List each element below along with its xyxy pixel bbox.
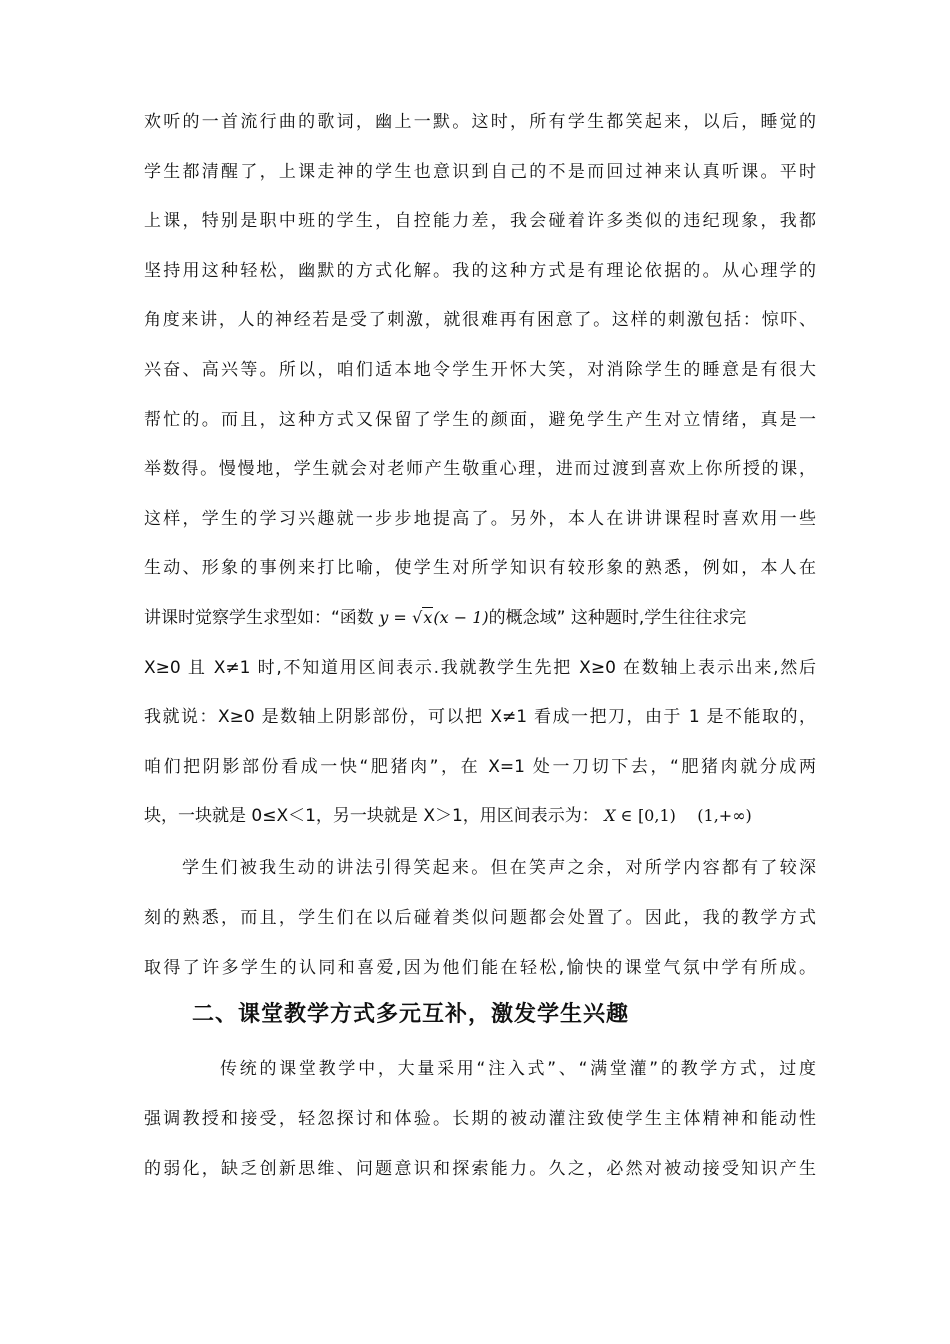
text-line: 的弱化，缺乏创新思维、问题意识和探索能力。久之，必然对被动接受知识产生: [144, 1159, 816, 1179]
interval-line: [144, 804, 816, 828]
text-line: X≥0 且 X≠1 时,不知道用区间表示.我就教学生先把 X≥0 在数轴上表示出来,然后: [144, 658, 816, 678]
text-line: 兴奋、高兴等。所以，咱们适本地令学生开怀大笑，对消除学生的睡意是有很大: [144, 360, 816, 380]
text-line: 举数得。慢慢地，学生就会对老师产生敬重心理，进而过渡到喜欢上你所授的课，: [144, 459, 816, 479]
text-line: 生动、形象的事例来打比喻，使学生对所学知识有较形象的熟悉，例如，本人在: [144, 558, 816, 578]
text-line: 传统的课堂教学中，大量采用“注入式”、“满堂灌”的教学方式，过度: [220, 1059, 816, 1079]
formula-line-prefix: 讲课时觉察学生求型如：“函数: [144, 608, 380, 628]
interval-x-in: X ∈: [604, 806, 633, 825]
text-line: 我就说：X≥0 是数轴上阴影部份，可以把 X≠1 看成一把刀，由于 1 是不能取的，: [144, 707, 816, 727]
text-line: 上课，特别是职中班的学生，自控能力差，我会碰着许多类似的违纪现象，我都: [144, 211, 816, 231]
formula-y-eq: y =: [379, 608, 407, 627]
interval-first: [0,1): [637, 806, 676, 825]
interval-second: (1,+∞): [697, 806, 752, 825]
text-line: 欢听的一首流行曲的歌词，幽上一默。这时，所有学生都笑起来，以后，睡觉的: [144, 112, 816, 132]
formula-sqrt: √x: [412, 608, 433, 627]
interval-line-prefix: 块，一块就是 0≤X＜1，另一块就是 X＞1，用区间表示为：: [144, 806, 599, 826]
text-line: 学生都清醒了，上课走神的学生也意识到自己的不是而回过神来认真听课。平时: [144, 162, 816, 182]
text-line: 帮忙的。而且，这种方式又保留了学生的颜面，避免学生产生对立情绪，真是一: [144, 410, 816, 430]
formula-sqrt-x: x: [423, 608, 433, 627]
section-heading: 二、课堂教学方式多元互补，激发学生兴趣: [192, 1002, 630, 1027]
text-line: 刻的熟悉，而且，学生们在以后碰着类似问题都会处置了。因此，我的教学方式: [144, 908, 816, 928]
text-line: 取得了许多学生的认同和喜爱,因为他们能在轻松,愉快的课堂气氛中学有所成。: [144, 958, 816, 978]
text-line: 学生们被我生动的讲法引得笑起来。但在笑声之余，对所学内容都有了较深: [182, 858, 816, 878]
formula-line: [144, 606, 816, 630]
text-line: 角度来讲，人的神经若是受了刺激，就很难再有困意了。这样的刺激包括：惊吓、: [144, 310, 816, 330]
text-line: 咱们把阴影部份看成一快“肥猪肉”，在 X=1 处一刀切下去，“肥猪肉就分成两: [144, 757, 816, 777]
text-line: 这样，学生的学习兴趣就一步步地提高了。另外，本人在讲讲课程时喜欢用一些: [144, 509, 816, 529]
formula-line-suffix: 的概念域” 这种题时,学生往往求完: [488, 608, 747, 628]
text-line: 强调教授和接受，轻忽探讨和体验。长期的被动灌注致使学生主体精神和能动性: [144, 1109, 816, 1129]
text-line: 坚持用这种轻松，幽默的方式化解。我的这种方式是有理论依据的。从心理学的: [144, 261, 816, 281]
formula-paren-expr: (x − 1): [433, 608, 489, 627]
